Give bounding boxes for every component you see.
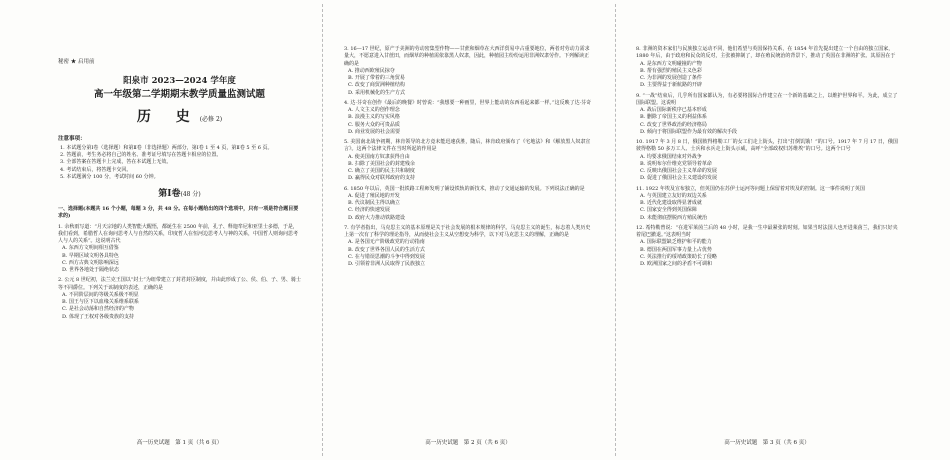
answer-option: C. 经济的快速发展 (348, 207, 390, 214)
answer-option: A. 推动西欧殖民掠夺 (348, 67, 395, 74)
page-separator (615, 4, 616, 456)
question-item (344, 186, 592, 222)
answer-option: A. 人文主义的创作理念 (348, 107, 400, 113)
answer-option: B. 代议制民主得以确立 (348, 200, 400, 206)
page-footer: 高一历史试题 第 1 页（共 6 页） (136, 440, 223, 447)
question-stem: 6. 1850 年以后，英国一批铁路工程师发明了铺设铁轨的新技术，推动了交通运输的发展。下列说法正确的是 (344, 185, 585, 192)
subject-note: (必修 2) (199, 116, 223, 124)
answer-option: B. 国王与臣下以血缘关系维系联系 (62, 299, 139, 306)
answer-option: D. 政府大力推动铁路建设 (348, 214, 406, 221)
answer-option: B. 改变了世界各国人民的生活方式 (348, 246, 425, 253)
answer-option: D. 欧洲国家之间的矛盾不可调和 (640, 261, 713, 267)
question-stem: 2. 公元 8 世纪初，法兰克王国以“封土”为纽带建立了封君封臣制度，并由此形成了公、侯、伯、子、男、骑士等不同爵位。下列关于该制度的表述，正确的是 (58, 277, 301, 291)
exam-title-line2: 高一年级第二学期期末教学质量监测试题 (93, 88, 265, 100)
exam-page-1 (58, 8, 301, 448)
answer-option: B. 说明布尔什维克党领导着革命 (640, 160, 712, 167)
question-stem: 4. 达·芬奇在创作《最后的晚餐》时曾说：“我想要一种画里，世界上能动的东西看起来都一样。”这反映了达·芬奇 (344, 99, 592, 106)
page-footer: 高一历史试题 第 3 页（共 6 页） (724, 440, 810, 447)
answer-option: C. 是社会动荡和自然经济的产物 (62, 306, 134, 313)
question-item (636, 139, 898, 183)
question-stem: 10. 1917 年 3 月 8 日，俄国彼得格勒工厂的女工们走上街头，打出“打倒饥饿！”的口号。1917 年 7 月 17 日，俄国彼得格勒 50 多万工人、士兵和水兵走上街头示威，高呼“全部政权归苏维埃”的口号。这两个口号 (636, 139, 898, 153)
question-item (344, 100, 592, 136)
page-separator (322, 4, 323, 456)
answer-option: A. 均要求俄国结束对外战争 (640, 153, 702, 160)
answer-option: D. 倾向于将国际联盟作为最有效的解决手段 (640, 128, 738, 135)
question-item (58, 224, 301, 275)
answer-option: A. 使美国南方奴隶获得自由 (348, 153, 410, 160)
question-stem: 7. 有学者指出，马克思主义的基本原理是关于社会发展的根本规律的科学。马克思主义的诞生，标志着人类历史上第一次有了科学的理论指导，从而使社会主义从空想变为科学，以下对马克思主义的理解，正确的是 (344, 224, 591, 238)
answer-option: D. 体现了王权对各级贵族的支持 (62, 313, 135, 320)
answer-option: B. 近代化建设取得显著成就 (640, 200, 702, 206)
answer-option: C. 西方古典文明影响深远 (62, 259, 119, 266)
answer-option: D. 未能彻底摆脱西方殖民统治 (640, 214, 708, 221)
question-stem: 11. 1922 年埃及宣布独立，但英国仍在苏伊士运河等问题上保留着对埃及的控制。这一事件说明了英国 (636, 185, 865, 192)
question-stem: 5. 美国南北战争初期，林肯领导的北方竟未能迅速获胜，随后，林肯政府颁布了《宅地法》和《解放黑人奴隶宣言》。这两个法律文件在当时所起的作用是 (344, 139, 591, 153)
part-score: (48 分) (180, 191, 201, 198)
question-item (636, 93, 898, 137)
answer-option: B. 帮有强烈的殖民主义色彩 (640, 67, 702, 74)
note-item: 2. 答题前，考生务必将自己的姓名、准考证号填写在答题卡相应的位置。 (60, 152, 222, 158)
question-stem: 12. 希特勒曾说：“在进军莱茵兰后的 48 小时，是我一生中最紧张的时刻。如果当时法国人也开进莱茵兰，我们只好夹着尾巴撤退。”这表明当时 (636, 224, 898, 238)
part-heading (58, 188, 301, 201)
answer-option: C. 服务大众的可贵品质 (348, 121, 400, 128)
answer-option: A. 促进了殖民地的开发 (348, 192, 400, 199)
answer-option: A. 战后国际新秩序已基本形成 (640, 107, 707, 113)
answer-option: C. 改变了商贸洲种植结构 (348, 82, 405, 89)
answer-option: C. 改变了世界政治的经济格局 (640, 121, 707, 128)
answer-option: D. 主要得益于新航路的开辟 (640, 82, 703, 89)
answer-option: B. 浪漫主义的写实风格 (348, 114, 400, 121)
answer-option: A. 东西方文明间相互借鉴 (62, 245, 119, 252)
answer-option: D. 赢得民众对联邦政府的支持 (348, 175, 416, 182)
answer-option: B. 德国在两国军事力量上占优势 (640, 246, 712, 253)
page-footer: 高一历史试题 第 2 页（共 6 页） (425, 440, 511, 447)
exam-page-3 (636, 8, 898, 448)
answer-option: B. 早期区域文明各具特色 (62, 252, 119, 259)
exam-page-2 (344, 8, 592, 448)
note-item: 1. 本试题分第Ⅰ卷（选择题）和第Ⅱ卷（非选择题）两部分，第Ⅰ卷 1 至 4 页，第Ⅱ卷 5 至 6 页。 (60, 144, 273, 151)
top-margin (344, 8, 592, 46)
answer-option: C. 为非洲的发展创造了条件 (640, 75, 702, 81)
subject-name: 历 史 (136, 109, 200, 126)
question-item (344, 46, 592, 97)
top-margin (636, 8, 898, 46)
answer-option: D. 促进了俄国社会主义建设的发展 (640, 175, 718, 182)
note-item: 4. 考试结束后，将答题卡交回。 (60, 166, 132, 173)
answer-option: C. 英法推行的绥靖政策助长了侵略 (640, 253, 717, 260)
answer-option: D. 引领着非洲人民取得了民族独立 (348, 261, 426, 267)
question-item (58, 277, 301, 321)
question-stem: 8. 非洲的资本家们与民族独立运动不同，他们希望与英国保持关系，在 1854 年首先提出建立一个自由的独立国家，1880 年后，由于政府和民众的反对，主张被抑制了，却在殖民统治的背景下，推动了英国在非洲的扩张。其原因在于 (636, 46, 896, 60)
question-item (344, 139, 592, 183)
answer-option: A. 国际联盟缺乏维护和平的能力 (640, 239, 712, 246)
answer-option: C. 反映出俄国社会主义革命的发展 (640, 168, 717, 174)
answer-option: A. 与英国建立友好的双边关系 (640, 192, 707, 199)
answer-option: A. 是东西方文明碰撞的产物 (640, 60, 702, 67)
answer-option: A. 不同阶层间的等级关系极不明显 (62, 291, 139, 298)
answer-option: D. 采用机械化的生产方式 (348, 89, 406, 96)
secret-mark: 秘密 ★ 启用前 (58, 59, 95, 65)
question-stem: 1. 余秋雨写道：“月天宗地的人类智能大醒悟，都诞生在 2500 年前，孔子、释迦牟尼和亚里士多德，于是，我们看到，希腊哲人在询问思考人与自然的关系，印度哲人在恒河边思考人与神的关系，中国哲人则询问思考人与人的关系”。这说明古代 (58, 223, 299, 245)
question-stem: 3. 16—17 世纪，原产于美洲的劳动密集型作物——甘蔗和烟草在大西洋贸易中占重要地位，两者对劳动力需求量大，不愿意进入甘蔗田，而烟草的种植需依靠黑人奴隶，因此，种植园主纷纷运用非洲奴隶劳作。下列解读正确的是 (344, 46, 590, 67)
answer-option: D. 商业发展的社会需要 (348, 128, 401, 135)
answer-option: D. 世界各地处于隔绝状态 (62, 267, 120, 274)
answer-option: B. 删除了帝国主义的利益体系 (640, 114, 707, 121)
answer-option: B. 扫除了美国社会的封建残余 (348, 160, 415, 167)
exam-title-line1: 阳泉市 2023—2024 学年度 (123, 75, 236, 86)
answer-option: A. 是各国无产阶级政党的行动指南 (348, 239, 425, 246)
question-item (636, 46, 898, 90)
question-stem: 9. “一战”结束后，几乎所有国家都认为，有必要将国际合作建立在一个新的基础之上，以维护世界和平。为此，成立了国际联盟。这说明 (636, 92, 898, 106)
answer-option: B. 开展了带着的三角贸易 (348, 75, 405, 81)
section-instruction: 一、选择题(本题共 16 个小题，每题 3 分，共 48 分。在每小题给出的四个选项中，只有一项是符合题目要求的) (58, 206, 299, 220)
question-item (344, 225, 592, 269)
answer-option: C. 在与错误思潮的斗争中得到发展 (348, 253, 425, 260)
subject-heading (58, 107, 301, 127)
notes-title: 注意事项： (58, 135, 86, 142)
answer-option: C. 国家安全得到英国保障 (640, 207, 697, 214)
question-item (636, 186, 898, 222)
answer-option: C. 确立了美国的民主共和制度 (348, 168, 415, 174)
note-item: 5. 本试题满分 100 分，考试时间 60 分钟。 (60, 173, 159, 180)
question-item (636, 225, 898, 269)
note-item: 3. 全部答案在答题卡上完成，答在本试题上无效。 (60, 159, 172, 166)
part-title: 第Ⅰ卷 (158, 189, 181, 199)
